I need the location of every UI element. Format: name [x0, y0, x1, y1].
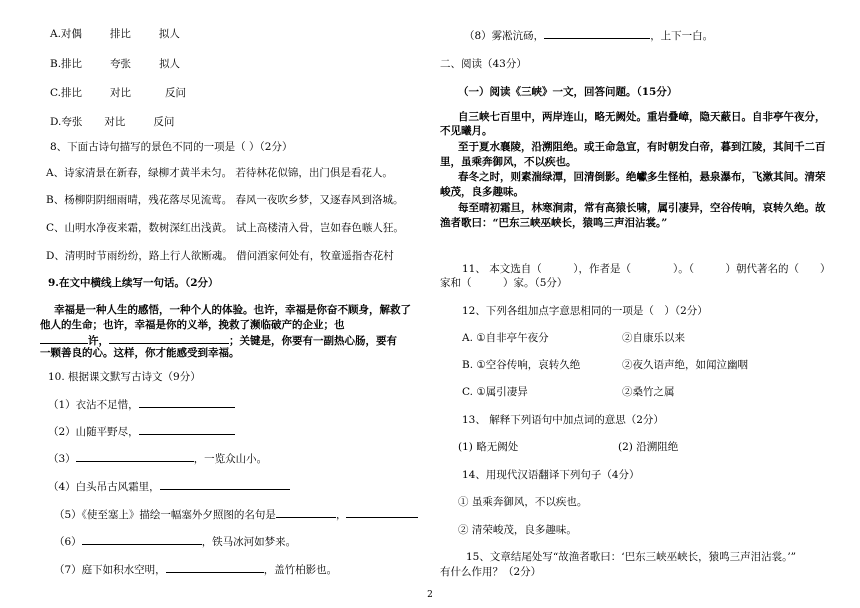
q7-c-3: 反问: [165, 87, 186, 99]
q12-c-2: ②桑竹之属: [622, 386, 675, 398]
passage-line-1: 自三峡七百里中，两岸连山，略无阙处。重岩叠嶂，隐天蔽日。自非亭午夜分，: [458, 111, 826, 123]
q10-item-2: [48, 423, 235, 439]
q7-b-3: 拟人: [159, 58, 181, 70]
q14-stem: 14、用现代汉语翻译下列句子（4分）: [462, 469, 640, 481]
section-heading-reading: 二、阅读（43分）: [440, 58, 527, 70]
q8-option-b: B、杨柳阴阴细雨晴，残花落尽见流莺。 春风一夜吹乡梦，又逐春风到洛城。: [46, 194, 404, 206]
q10-2-blank[interactable]: [139, 423, 235, 435]
q9-line2: 他人的生命；也许，幸福是你的义举，挽救了濒临破产的企业；也: [40, 319, 345, 331]
q7-a-3: 拟人: [158, 28, 180, 40]
q7-b-2: 夸张: [110, 58, 132, 70]
q12-c-1: C. ①属引凄异: [462, 386, 528, 398]
passage-line-4: 里，虽乘奔御风，不以疾也。: [440, 156, 577, 168]
q7-option-b: [50, 57, 180, 71]
q10-item-1: [48, 396, 235, 412]
q8-option-a: A、诗家清景在新春，绿柳才黄半未匀。 若待林花似锦，出门俱是看花人。: [46, 167, 393, 179]
q7-option-a: [50, 27, 180, 41]
q10-2-pre: （2）山随平野尽，: [48, 426, 139, 438]
q7-a-1: A.对偶: [50, 28, 82, 40]
q15-line1: 15、文章结尾处写“故渔者歌曰：‘巴东三峡巫峡长，猿鸣三声泪沾裳。’”: [466, 551, 797, 563]
q12-a-1: A. ①自非亭午夜分: [462, 332, 549, 344]
q7-d-1: D.夸张: [50, 116, 83, 128]
q9-blank-2[interactable]: [109, 332, 229, 344]
q10-item-5: [54, 506, 418, 522]
q10-item-3: [48, 450, 267, 466]
q10-4-blank[interactable]: [160, 478, 290, 490]
q13-b: (2) 沿溯阻绝: [618, 441, 679, 453]
q7-option-c: [50, 86, 186, 100]
q9-line4: 一颗善良的心。这样，你才能感受到幸福。: [40, 347, 240, 359]
q12-b-2: ②夜久语声绝，如闻泣幽咽: [622, 359, 748, 371]
q7-a-2: 排比: [109, 28, 131, 40]
q12-option-b: [462, 358, 748, 372]
q7-c-2: 对比: [110, 87, 131, 99]
passage-line-8: 渔者歌曰：“巴东三峡巫峡长，猿鸣三声泪沾裳。”: [440, 217, 668, 229]
page-number: 2: [427, 590, 433, 600]
q7-b-1: B.排比: [50, 58, 83, 70]
q7-option-d: [50, 115, 174, 129]
q10-3-post: ，一览众山小。: [193, 453, 268, 465]
q10-7-pre: （7）庭下如积水空明，: [54, 564, 166, 576]
q10-5-blank-2[interactable]: [346, 506, 418, 518]
passage-line-3: 至于夏水襄陵，沿溯阻绝。或王命急宣，有时朝发白帝，暮到江陵，其间千二百: [458, 141, 826, 153]
q9-line3-a: 许，: [88, 335, 109, 347]
q10-5-pre: （5）《使至塞上》描绘一幅塞外夕照图的名句是: [54, 509, 276, 521]
q12-stem: 12、下列各组加点字意思相同的一项是（ ）（2分）: [462, 305, 708, 317]
q12-b-1: B. ①空谷传响，哀转久绝: [462, 359, 581, 371]
q10-7-blank[interactable]: [166, 561, 264, 573]
q13-items: [458, 440, 678, 454]
q7-c-1: C.排比: [50, 87, 82, 99]
part1-heading: （一）阅读《三峡》一文，回答问题。（15分）: [458, 86, 678, 98]
q10-item-8: [464, 27, 713, 43]
passage-line-6: 峻茂，良多趣味。: [440, 186, 524, 198]
passage-line-5: 春冬之时，则素湍绿潭，回清倒影。绝巘多生怪柏，悬泉瀑布，飞漱其间。清荣: [458, 171, 826, 183]
q10-5-post: ，: [335, 509, 347, 521]
q11-line2: 家和（ ）家。（5分）: [440, 277, 568, 289]
q12-a-2: ②自康乐以来: [622, 332, 685, 344]
q10-6-post: ，铁马冰河如梦来。: [201, 536, 297, 548]
q8-option-d: D、清明时节雨纷纷，路上行人欲断魂。 借问酒家何处有，牧童遥指杏花村: [46, 250, 394, 262]
q13-stem: 13、 解释下列语句中加点词的意思（2分）: [462, 414, 664, 426]
q10-stem: 10. 根据课文默写古诗文（9分）: [48, 371, 201, 383]
q7-d-2: 对比: [104, 116, 126, 128]
q10-5-blank-1[interactable]: [276, 506, 336, 518]
q10-7-post: ，盖竹柏影也。: [263, 564, 338, 576]
q7-d-3: 反问: [153, 116, 175, 128]
q12-option-a: [462, 331, 685, 345]
q10-8-blank[interactable]: [544, 27, 650, 39]
passage-line-2: 不见曦月。: [440, 125, 493, 137]
q10-item-6: [54, 533, 296, 549]
q9-line1: 幸福是一种人生的感悟，一种个人的体验。也许，幸福是你奋不顾身，解救了: [54, 304, 411, 316]
q12-option-c: [462, 385, 675, 399]
q11-line1: 11、 本文选自（ ），作者是（ ）。（ ）朝代著名的（ ）: [462, 263, 831, 275]
q10-3-pre: （3）: [48, 453, 76, 465]
q10-8-post: ，上下一白。: [650, 30, 714, 42]
q14-b: ② 清荣峻茂，良多趣味。: [458, 524, 577, 536]
q10-3-blank[interactable]: [76, 450, 194, 462]
q8-stem: 8、下面古诗句描写的景色不同的一项是（ ）（2分）: [50, 141, 293, 153]
q10-1-pre: （1）衣沾不足惜，: [48, 399, 139, 411]
q10-8-pre: （8）雾凇沆砀，: [464, 30, 545, 42]
q10-1-blank[interactable]: [139, 396, 235, 408]
q9-stem: 9.在文中横线上续写一句话。（2分）: [48, 277, 219, 289]
q10-6-blank[interactable]: [82, 533, 202, 545]
q10-item-7: [54, 561, 337, 577]
q15-line2: 有什么作用？（2分）: [440, 566, 542, 578]
q10-6-pre: （6）: [54, 536, 82, 548]
q9-blank-1[interactable]: [40, 332, 88, 344]
q9-line3-b: ；关键是，你要有一副热心肠，要有: [229, 335, 397, 347]
q14-a: ① 虽乘奔御风，不以疾也。: [458, 496, 588, 508]
q8-option-c: C、山明水净夜来霜，数树深红出浅黄。 试上高楼清入骨，岂如春色嗾人狂。: [46, 222, 404, 234]
q10-item-4: [48, 478, 290, 494]
passage-line-7: 每至晴初霜旦，林寒涧肃，常有高猿长啸，属引凄异，空谷传响，哀转久绝。故: [458, 202, 826, 214]
q13-a: (1) 略无阙处: [458, 441, 519, 453]
q10-4-pre: （4）白头吊古风霜里，: [48, 481, 160, 493]
